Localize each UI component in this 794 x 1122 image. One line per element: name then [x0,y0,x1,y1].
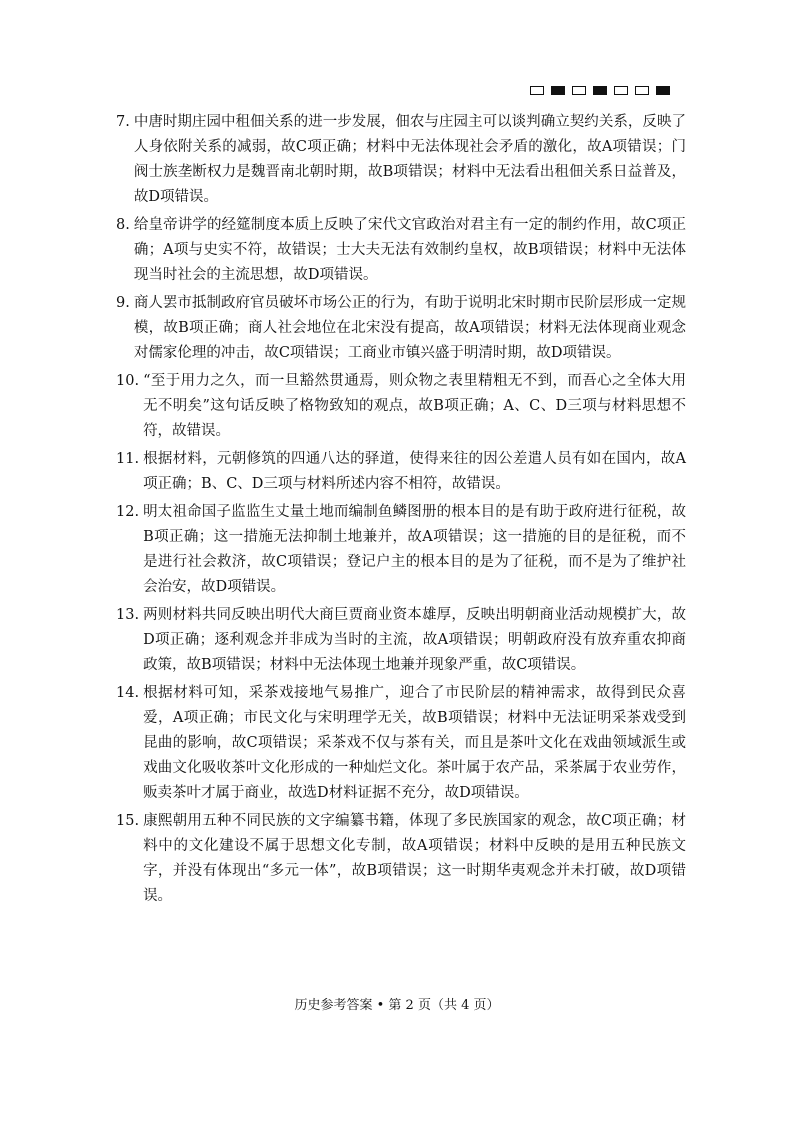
answer-item [116,110,686,210]
answer-number: 14. [116,685,140,701]
answer-item [116,500,686,600]
answer-number: 13. [116,607,140,623]
header-mark-square [635,86,649,95]
answer-item [116,369,686,444]
header-mark-square [530,86,544,95]
header-marks [530,86,670,95]
answer-number: 10. [116,373,140,389]
answer-number: 7. [116,114,130,130]
answer-item [116,291,686,366]
answer-item [116,681,686,806]
answer-number: 11. [116,451,140,467]
answer-text: 两则材料共同反映出明代大商巨贾商业资本雄厚，反映出明朝商业活动规模扩大，故D项正确；逐利观念并非成为当时的主流，故A项错误；明朝政府没有放弃重农抑商政策，故B项错误；材料中无法体现土地兼并现象严重，故C项错误。 [143,607,686,673]
header-mark-square [656,86,670,95]
answer-item [116,447,686,497]
answer-number: 12. [116,504,140,520]
answer-text: 根据材料，元朝修筑的四通八达的驿道，使得来往的因公差遣人员有如在国内，故A项正确；B、C、D三项与材料所述内容不相符，故错误。 [143,451,686,492]
header-mark-square [572,86,586,95]
answer-number: 9. [116,295,130,311]
answer-list [116,110,686,912]
answer-number: 15. [116,813,140,829]
answer-number: 8. [116,217,130,233]
answer-text: 根据材料可知，采茶戏接地气易推广，迎合了市民阶层的精神需求，故得到民众喜爱，A项正确；市民文化与宋明理学无关，故B项错误；材料中无法证明采茶戏受到昆曲的影响，故C项错误；采茶戏不仅与茶有关，而且是茶叶文化在戏曲领域派生或戏曲文化吸收茶叶文化形成的一种灿烂文化。茶叶属于农产品，采茶属于农业劳作，贩卖茶叶才属于商业，故选D材料证据不充分，故D项错误。 [143,685,686,801]
answer-text: 商人罢市抵制政府官员破坏市场公正的行为，有助于说明北宋时期市民阶层形成一定规模，故B项正确；商人社会地位在北宋没有提高，故A项错误；材料无法体现商业观念对儒家伦理的冲击，故C项错误；工商业市镇兴盛于明清时期，故D项错误。 [133,295,686,361]
header-mark-square [551,86,565,95]
answer-text: 康熙朝用五种不同民族的文字编纂书籍，体现了多民族国家的观念，故C项正确；材料中的文化建设不属于思想文化专制，故A项错误；材料中反映的是用五种民族文字，并没有体现出“多元一体”，故B项错误；这一时期华夷观念并未打破，故D项错误。 [143,813,686,904]
answer-text: 中唐时期庄园中租佃关系的进一步发展，佃农与庄园主可以谈判确立契约关系，反映了人身依附关系的减弱，故C项正确；材料中无法体现社会矛盾的激化，故A项错误；门阀士族垄断权力是魏晋南北朝时期，故B项错误；材料中无法看出租佃关系日益普及，故D项错误。 [133,114,686,205]
answer-item [116,213,686,288]
answer-text: “至于用力之久，而一旦豁然贯通焉，则众物之表里精粗无不到，而吾心之全体大用无不明矣”这句话反映了格物致知的观点，故B项正确；A、C、D三项与材料思想不符，故错误。 [143,373,686,439]
answer-item [116,809,686,909]
header-mark-square [593,86,607,95]
page-footer: 历史参考答案 • 第 2 页（共 4 页） [294,998,500,1013]
header-mark-square [614,86,628,95]
answer-text: 明太祖命国子监监生丈量土地而编制鱼鳞图册的根本目的是有助于政府进行征税，故B项正确；这一措施无法抑制土地兼并，故A项错误；这一措施的目的是征税，而不是进行社会救济，故C项错误；登记户主的根本目的是为了征税，而不是为了维护社会治安，故D项错误。 [143,504,686,595]
answer-item [116,603,686,678]
answer-text: 给皇帝讲学的经筵制度本质上反映了宋代文官政治对君主有一定的制约作用，故C项正确；A项与史实不符，故错误；士大夫无法有效制约皇权，故B项错误；材料中无法体现当时社会的主流思想，故D项错误。 [133,217,686,283]
